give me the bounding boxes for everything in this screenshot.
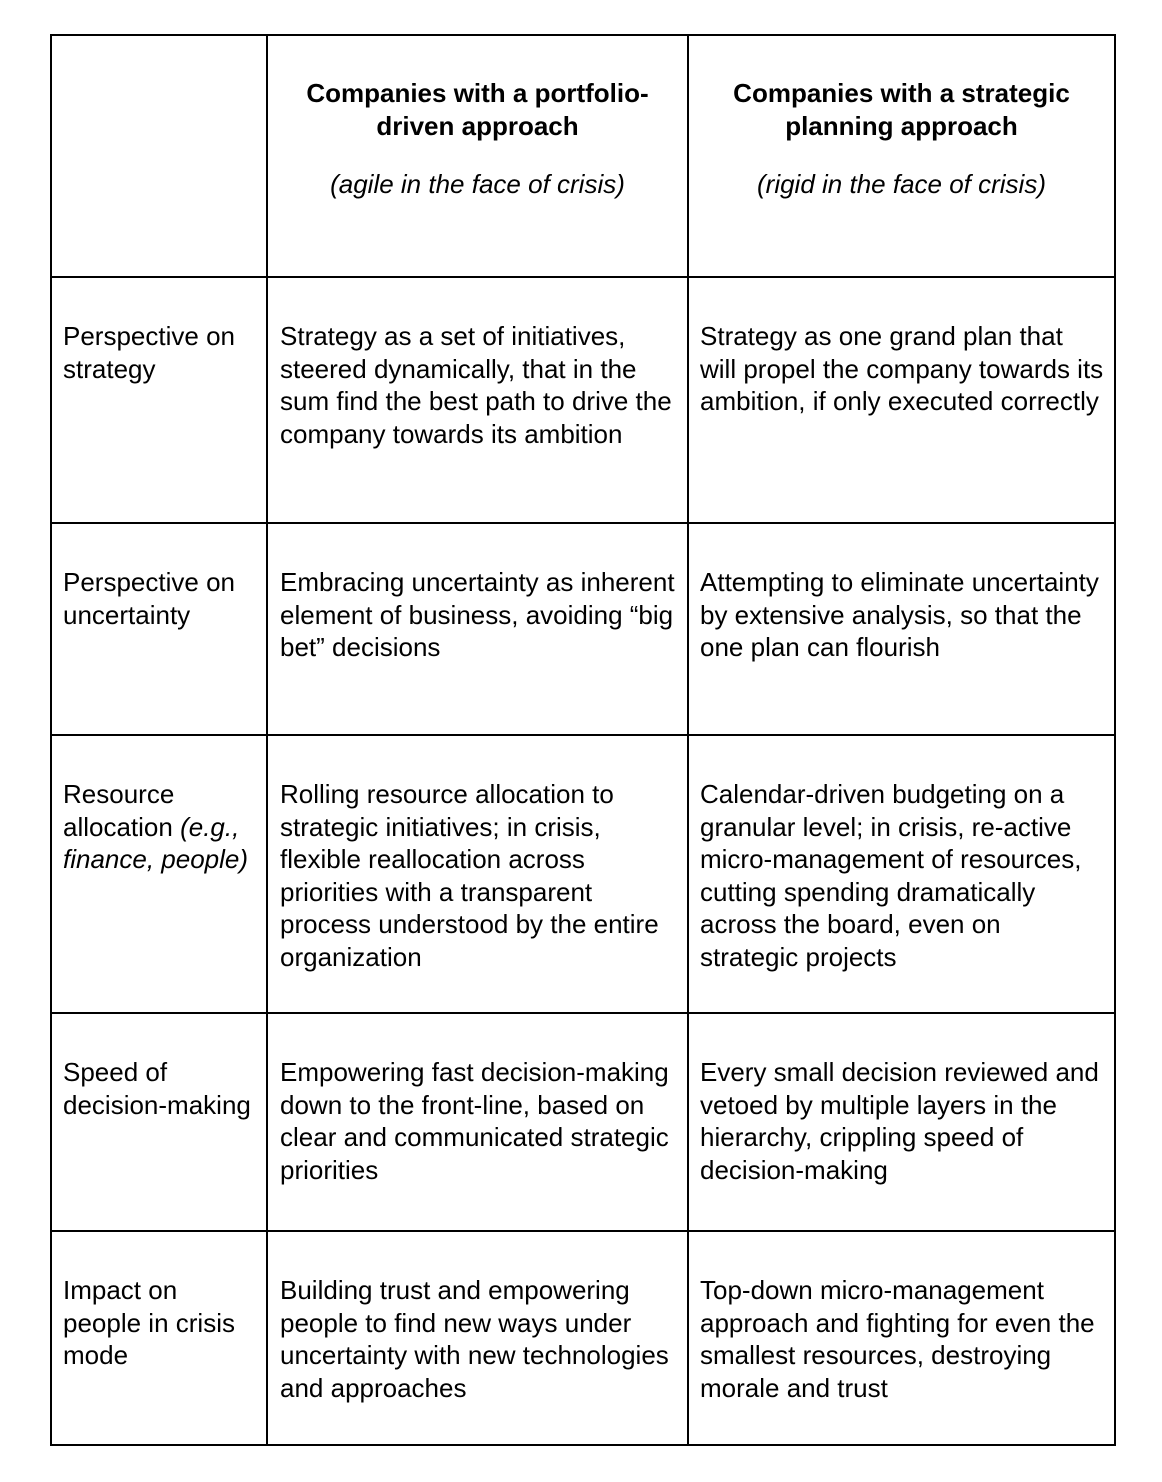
portfolio-text: Strategy as a set of initiatives, steered dynamically, that in the sum find the best path to drive the company towards its ambition	[280, 321, 672, 449]
portfolio-cell	[267, 735, 688, 1013]
row-label: Resource allocation	[63, 779, 175, 842]
planning-cell	[688, 1231, 1115, 1445]
table-row	[51, 523, 1115, 735]
row-label-cell	[51, 735, 267, 1013]
portfolio-text: Embracing uncertainty as inherent element of business, avoiding “big bet” decisions	[280, 567, 675, 663]
row-label-note: (e.g., finance, people)	[63, 811, 249, 875]
table-row	[51, 1013, 1115, 1231]
table-header-row	[51, 35, 1115, 277]
row-label-with-note	[52, 736, 266, 876]
portfolio-text: Rolling resource allocation to strategic initiatives; in crisis, flexible reallocation across priorities with a transparent process understood by the entire organization	[280, 779, 659, 972]
planning-cell	[688, 523, 1115, 735]
planning-text: Top-down micro-management approach and fighting for even the smallest resources, destroying morale and trust	[700, 1275, 1095, 1403]
portfolio-text: Empowering fast decision-making down to the front-line, based on clear and communicated strategic priorities	[280, 1057, 669, 1185]
planning-text: Strategy as one grand plan that will propel the company towards its ambition, if only executed correctly	[700, 321, 1104, 417]
header-cell-planning	[688, 35, 1115, 277]
header-subtitle-portfolio: (agile in the face of crisis)	[330, 169, 625, 200]
header-title-portfolio: Companies with a portfolio-driven approach	[306, 78, 649, 141]
header-subtitle-planning: (rigid in the face of crisis)	[757, 169, 1046, 200]
portfolio-cell	[267, 1013, 688, 1231]
planning-cell	[688, 277, 1115, 523]
row-label: Perspective on strategy	[63, 321, 235, 384]
header-title-planning: Companies with a strategic planning approach	[733, 78, 1070, 141]
portfolio-cell	[267, 1231, 688, 1445]
row-label-cell	[51, 523, 267, 735]
table-row	[51, 735, 1115, 1013]
row-label-cell	[51, 277, 267, 523]
planning-cell	[688, 735, 1115, 1013]
planning-cell	[688, 1013, 1115, 1231]
row-label: Perspective on uncertainty	[63, 567, 235, 630]
planning-text: Every small decision reviewed and vetoed by multiple layers in the hierarchy, crippling speed of decision-making	[700, 1057, 1099, 1185]
row-label-cell	[51, 1231, 267, 1445]
row-label-cell	[51, 1013, 267, 1231]
portfolio-cell	[267, 523, 688, 735]
portfolio-cell	[267, 277, 688, 523]
comparison-table	[50, 34, 1116, 1446]
portfolio-text: Building trust and empowering people to find new ways under uncertainty with new technologies and approaches	[280, 1275, 669, 1403]
table-row	[51, 277, 1115, 523]
planning-text: Attempting to eliminate uncertainty by extensive analysis, so that the one plan can flourish	[700, 567, 1099, 663]
table-row	[51, 1231, 1115, 1445]
header-empty-cell	[51, 35, 267, 277]
header-cell-portfolio	[267, 35, 688, 277]
row-label: Impact on people in crisis mode	[63, 1275, 235, 1371]
row-label: Speed of decision-making	[63, 1057, 251, 1120]
planning-text: Calendar-driven budgeting on a granular level; in crisis, re-active micro-management of resources, cutting spending dramatically across the board, even on strategic projects	[700, 779, 1082, 972]
